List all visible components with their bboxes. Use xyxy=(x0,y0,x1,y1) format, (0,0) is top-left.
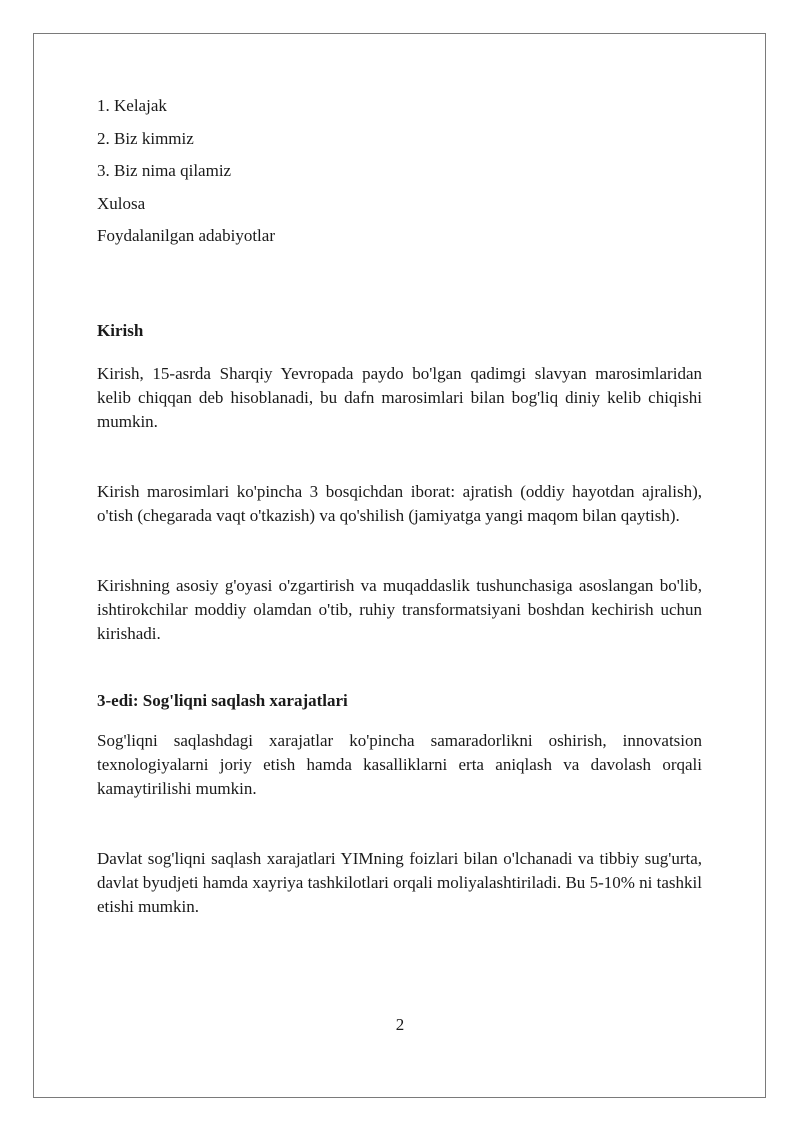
table-of-contents xyxy=(97,95,702,247)
toc-item-kelajak: 1. Kelajak xyxy=(97,96,167,115)
document-body xyxy=(97,95,702,919)
section-heading-kirish: Kirish xyxy=(97,321,144,340)
page-number: 2 xyxy=(395,1015,405,1034)
toc-item-biz-kimmiz: 2. Biz kimmiz xyxy=(97,128,194,148)
paragraph: Sog'liqni saqlashdagi xarajatlar ko'pincha samaradorlikni oshirish, innovatsion texnologiyalarni joriy etish hamda kasalliklarni erta aniqlash va davolash orqali kamaytirilishi mumkin. xyxy=(97,731,702,798)
toc-item-biz-nima-qilamiz: 3. Biz nima qilamiz xyxy=(97,161,232,180)
paragraph: Davlat sog'liqni saqlash xarajatlari YIMning foizlari bilan o'lchanadi va tibbiy sug'urta, davlat byudjeti hamda xayriya tashkilotlari orqali moliyalashtiriladi. Bu 5-10% ni tashkil etishi mumkin. xyxy=(97,849,702,916)
paragraph: Kirishning asosiy g'oyasi o'zgartirish va muqaddaslik tushunchasiga asoslangan bo'lib, ishtirokchilar moddiy olamdan o'tib, ruhiy transformatsiyani boshdan kechirish uchun kirishadi. xyxy=(97,576,702,643)
toc-item-adabiyotlar: Foydalanilgan adabiyotlar xyxy=(97,226,275,245)
toc-item-xulosa: Xulosa xyxy=(97,193,146,213)
paragraph: Kirish marosimlari ko'pincha 3 bosqichdan iborat: ajratish (oddiy hayotdan ajralish), o'tish (chegarada vaqt o'tkazish) va qo'shilish (jamiyatga yangi maqom bilan qaytish). xyxy=(97,482,702,525)
paragraph: Kirish, 15-asrda Sharqiy Yevropada paydo bo'lgan qadimgi slavyan marosimlaridan kelib chiqqan deb hisoblanadi, bu dafn marosimlari bilan bog'liq diniy kelib chiqishi mumkin. xyxy=(97,364,702,431)
section-heading-sogliqni-saqlash: 3-edi: Sog'liqni saqlash xarajatlari xyxy=(97,691,348,710)
